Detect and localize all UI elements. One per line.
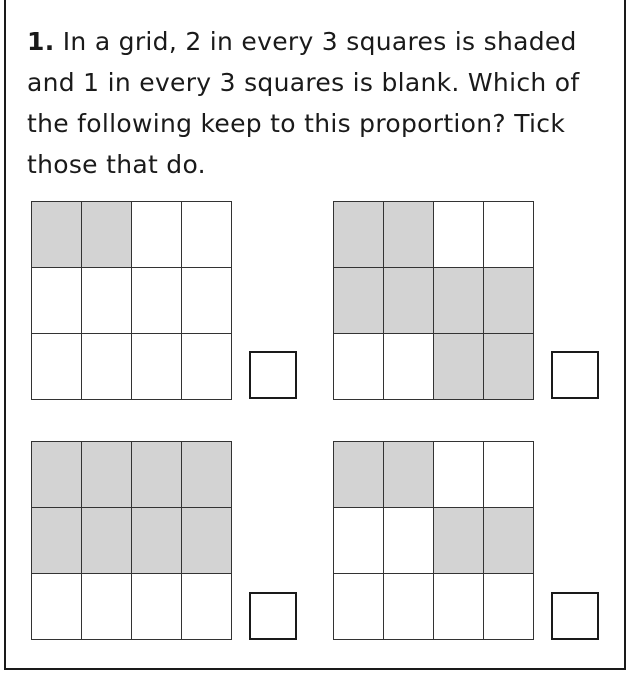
grid-cell-blank bbox=[334, 574, 384, 640]
grid-cell-blank bbox=[434, 442, 484, 508]
grid-cell-shaded bbox=[334, 268, 384, 334]
question-body: In a grid, 2 in every 3 squares is shaded and 1 in every 3 squares is blank. Which of the following keep to this proportion? Tick those that do. bbox=[27, 27, 580, 179]
grid-cell-blank bbox=[82, 574, 132, 640]
grid-cell-shaded bbox=[132, 508, 182, 574]
grid-cell-blank bbox=[384, 334, 434, 400]
grid-cell-blank bbox=[82, 334, 132, 400]
grid-cell-shaded bbox=[434, 508, 484, 574]
grid-cell-blank bbox=[182, 334, 232, 400]
grid-cell-blank bbox=[434, 574, 484, 640]
grid-row bbox=[32, 334, 232, 400]
grid-cell-blank bbox=[384, 508, 434, 574]
grid-cell-shaded bbox=[484, 508, 534, 574]
grid-cell-blank bbox=[182, 202, 232, 268]
grid-cell-shaded bbox=[32, 508, 82, 574]
grid-cell-shaded bbox=[82, 202, 132, 268]
tick-box-c[interactable] bbox=[249, 592, 297, 640]
question-text bbox=[27, 21, 617, 185]
tick-box-d[interactable] bbox=[551, 592, 599, 640]
grid-cell-shaded bbox=[32, 442, 82, 508]
grid-cell-blank bbox=[484, 574, 534, 640]
grid-row bbox=[334, 442, 534, 508]
grid-row bbox=[32, 508, 232, 574]
grid-cell-blank bbox=[132, 334, 182, 400]
grid-row bbox=[334, 508, 534, 574]
grid-cell-blank bbox=[32, 574, 82, 640]
grid-cell-shaded bbox=[334, 202, 384, 268]
tick-box-b[interactable] bbox=[551, 351, 599, 399]
grid-cell-shaded bbox=[82, 442, 132, 508]
grid-cell-shaded bbox=[384, 202, 434, 268]
grid-cell-blank bbox=[334, 508, 384, 574]
grid-row bbox=[32, 574, 232, 640]
grid-cell-blank bbox=[334, 334, 384, 400]
grid-cell-blank bbox=[82, 268, 132, 334]
grid-row bbox=[334, 268, 534, 334]
grid-cell-shaded bbox=[434, 334, 484, 400]
grid-b bbox=[333, 201, 534, 400]
grid-row bbox=[334, 574, 534, 640]
grid-cell-shaded bbox=[132, 442, 182, 508]
grid-cell-shaded bbox=[182, 508, 232, 574]
grid-cell-blank bbox=[182, 574, 232, 640]
grid-row bbox=[32, 268, 232, 334]
grid-cell-blank bbox=[132, 574, 182, 640]
grid-cell-shaded bbox=[384, 442, 434, 508]
grid-cell-shaded bbox=[334, 442, 384, 508]
grid-cell-blank bbox=[132, 202, 182, 268]
grid-cell-blank bbox=[182, 268, 232, 334]
grid-row bbox=[334, 334, 534, 400]
grid-cell-shaded bbox=[384, 268, 434, 334]
grid-cell-blank bbox=[434, 202, 484, 268]
grid-a bbox=[31, 201, 232, 400]
tick-box-a[interactable] bbox=[249, 351, 297, 399]
grid-cell-blank bbox=[384, 574, 434, 640]
grid-cell-blank bbox=[484, 202, 534, 268]
grid-row bbox=[32, 442, 232, 508]
grid-c bbox=[31, 441, 232, 640]
grid-cell-shaded bbox=[82, 508, 132, 574]
grid-cell-blank bbox=[32, 334, 82, 400]
grid-cell-shaded bbox=[32, 202, 82, 268]
grid-row bbox=[334, 202, 534, 268]
grid-d bbox=[333, 441, 534, 640]
grid-cell-shaded bbox=[484, 334, 534, 400]
grid-cell-shaded bbox=[434, 268, 484, 334]
grid-cell-shaded bbox=[182, 442, 232, 508]
grid-cell-blank bbox=[484, 442, 534, 508]
grid-cell-shaded bbox=[484, 268, 534, 334]
grid-cell-blank bbox=[132, 268, 182, 334]
question-number: 1. bbox=[27, 27, 55, 56]
grid-cell-blank bbox=[32, 268, 82, 334]
grid-row bbox=[32, 202, 232, 268]
